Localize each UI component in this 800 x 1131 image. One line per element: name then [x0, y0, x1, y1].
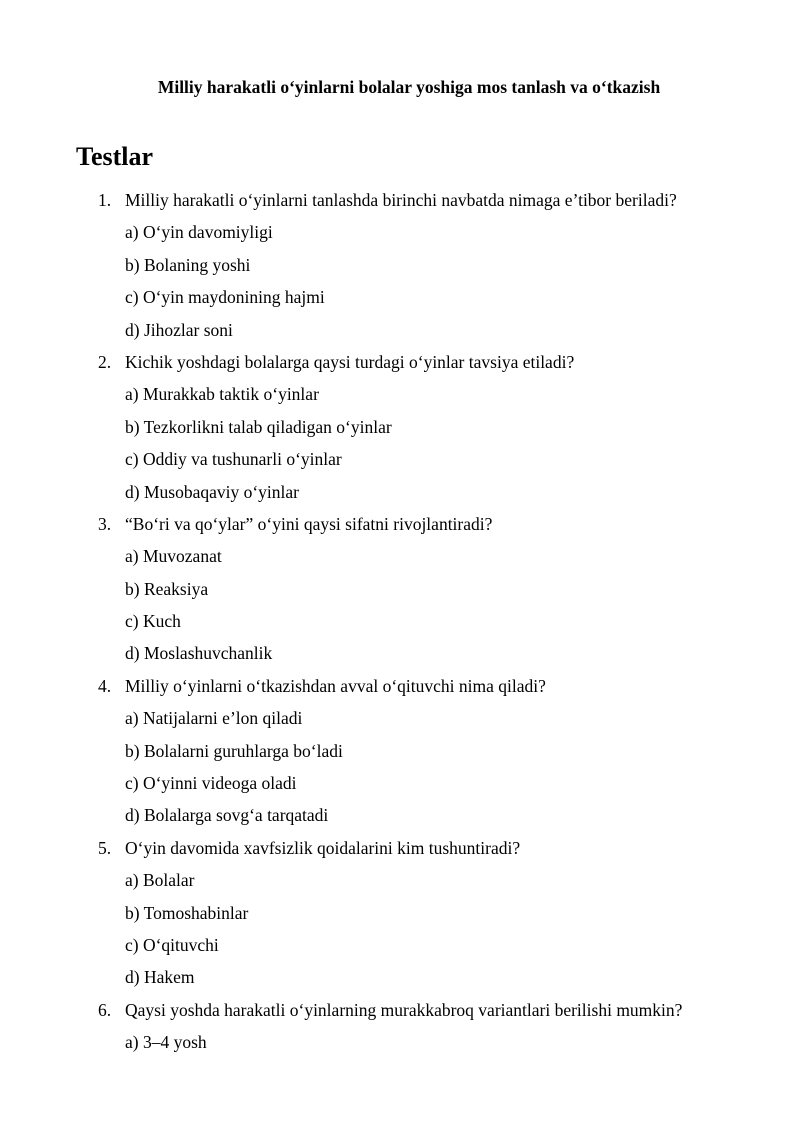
answer-option-text: d) Musobaqaviy o‘yinlar [125, 481, 299, 502]
answer-option [0, 216, 800, 248]
answer-option-text: a) Natijalarni e’lon qiladi [125, 708, 303, 729]
question-list [0, 184, 800, 1059]
document-title: Milliy harakatli o‘yinlarni bolalar yoshiga mos tanlash va o‘tkazish [157, 77, 661, 97]
question-text: Kichik yoshdagi bolalarga qaysi turdagi o‘yinlar tavsiya etiladi? [125, 351, 575, 372]
answer-option-text: a) Murakkab taktik o‘yinlar [125, 384, 319, 405]
question-item [0, 670, 800, 702]
question-number: 2. [98, 351, 112, 372]
section-heading: Testlar [76, 142, 154, 171]
answer-option-text: c) O‘yin maydonining hajmi [125, 287, 325, 308]
question-text: O‘yin davomida xavfsizlik qoidalarini kim tushuntiradi? [125, 837, 521, 858]
question-item [0, 508, 800, 540]
answer-option-text: c) O‘qituvchi [125, 934, 219, 955]
question-item [0, 346, 800, 378]
answer-option-text: b) Bolaning yoshi [125, 254, 251, 275]
answer-option [0, 540, 800, 572]
question-number: 1. [98, 190, 112, 210]
answer-option-text: d) Moslashuvchanlik [125, 643, 273, 664]
answer-option-text: b) Tezkorlikni talab qiladigan o‘yinlar [125, 416, 392, 437]
question-text: Milliy harakatli o‘yinlarni tanlashda birinchi navbatda nimaga e’tibor beriladi? [125, 190, 677, 210]
answer-option [0, 249, 800, 281]
answer-option [0, 378, 800, 410]
answer-option-text: a) Bolalar [125, 870, 195, 891]
question-text: Milliy o‘yinlarni o‘tkazishdan avval o‘qituvchi nima qiladi? [125, 675, 546, 696]
question-number: 3. [98, 513, 112, 534]
answer-option-text: b) Tomoshabinlar [125, 902, 249, 923]
answer-option-text: d) Jihozlar soni [125, 319, 233, 340]
answer-option [0, 702, 800, 734]
answer-option [0, 1026, 800, 1058]
answer-option-text: a) Muvozanat [125, 546, 222, 567]
answer-option-text: b) Bolalarni guruhlarga bo‘ladi [125, 740, 343, 761]
answer-option [0, 637, 800, 669]
answer-option-text: d) Bolalarga sovg‘a tarqatadi [125, 805, 329, 826]
answer-option [0, 767, 800, 799]
answer-option-text: c) Kuch [125, 611, 181, 632]
answer-option [0, 864, 800, 896]
question-number: 4. [98, 675, 112, 696]
answer-option [0, 314, 800, 346]
answer-option [0, 735, 800, 767]
answer-option-text: a) 3–4 yosh [125, 1032, 207, 1053]
answer-option [0, 799, 800, 831]
answer-option [0, 443, 800, 475]
answer-option [0, 476, 800, 508]
answer-option-text: a) O‘yin davomiyligi [125, 222, 273, 243]
answer-option-text: d) Hakem [125, 967, 195, 988]
answer-option [0, 411, 800, 443]
question-text: Qaysi yoshda harakatli o‘yinlarning murakkabroq variantlari berilishi mumkin? [125, 999, 683, 1020]
question-item [0, 994, 800, 1026]
question-number: 6. [98, 999, 112, 1020]
answer-option [0, 573, 800, 605]
answer-option [0, 897, 800, 929]
answer-option-text: c) Oddiy va tushunarli o‘yinlar [125, 449, 342, 470]
question-item [0, 832, 800, 864]
answer-option [0, 929, 800, 961]
question-text: “Bo‘ri va qo‘ylar” o‘yini qaysi sifatni rivojlantiradi? [125, 513, 493, 534]
answer-option [0, 281, 800, 313]
answer-option [0, 605, 800, 637]
answer-option-text: c) O‘yinni videoga oladi [125, 773, 297, 794]
question-number: 5. [98, 837, 112, 858]
answer-option-text: b) Reaksiya [125, 578, 209, 599]
answer-option [0, 961, 800, 993]
question-item [0, 184, 800, 216]
